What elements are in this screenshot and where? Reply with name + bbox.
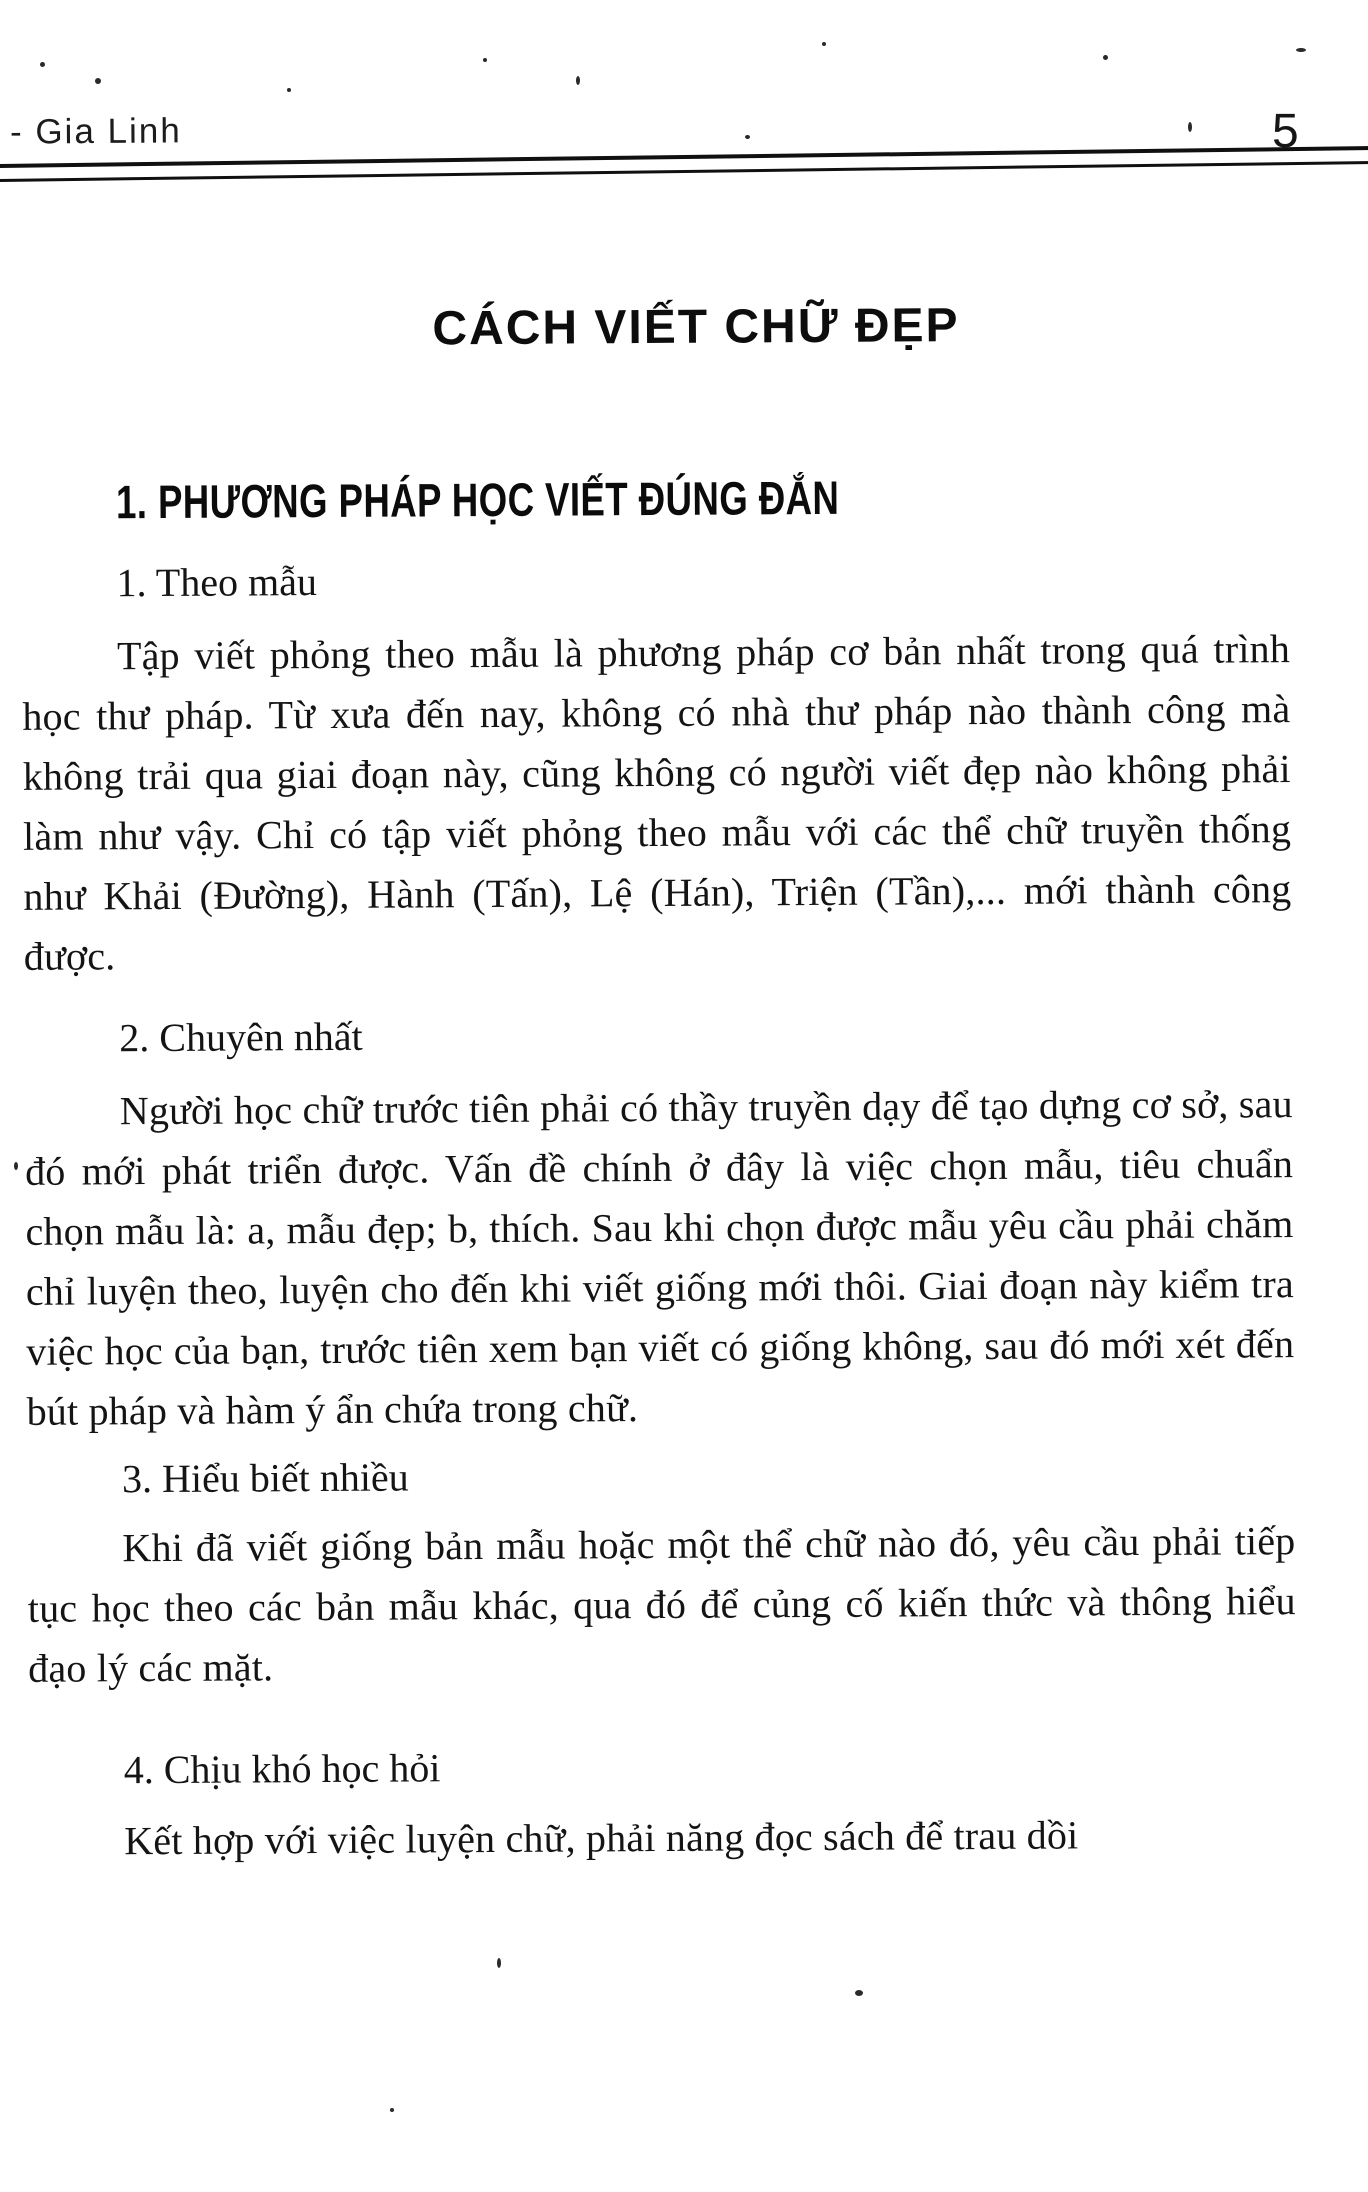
scan-speck (14, 1162, 18, 1170)
chapter-title: CÁCH VIẾT CHỮ ĐẸP (432, 299, 960, 356)
subsection-heading-3: 3. Hiểu biết nhiều (121, 1454, 409, 1502)
text-column (18, 0, 1297, 1872)
subsection-paragraph-3: Khi đã viết giống bản mẫu hoặc một thể chữ nào đó, yêu cầu phải tiếp tục học theo các bản mẫu khác, qua đó để củng cố kiến thức và thông hiểu đạo lý các mặt. (27, 1518, 1296, 1691)
section-heading: 1. PHƯƠNG PHÁP HỌC VIẾT ĐÚNG ĐẮN (115, 470, 840, 529)
subsection-paragraph-2: Người học chữ trước tiên phải có thầy truyền dạy để tạo dựng cơ sở, sau đó mới phát triển được. Vấn đề chính ở đây là việc chọn mẫu, tiêu chuẩn chọn mẫu là: a, mẫu đẹp; b, thích. Sau khi chọn được mẫu yêu cầu phải chăm chỉ luyện theo, luyện cho đến khi viết giống mới thôi. Giai đoạn này kiểm tra việc học của bạn, trước tiên xem bạn viết có giống không, sau đó mới xét đến bút pháp và hàm ý ẩn chứa trong chữ. (25, 1081, 1295, 1434)
scan-speck (855, 1990, 863, 1996)
scan-speck (390, 2108, 394, 2112)
subsection-paragraph-4: Kết hợp với việc luyện chữ, phải năng đọc sách để trau dồi (124, 1812, 1079, 1864)
subsection-heading-2: 2. Chuyên nhất (119, 1013, 363, 1061)
subsection-heading-1: 1. Theo mẫu (116, 559, 318, 606)
subsection-paragraph-1: Tập viết phỏng theo mẫu là phương pháp cơ bản nhất trong quá trình học thư pháp. Từ xưa đến nay, không có nhà thư pháp nào thành công mà không trải qua giai đoạn này, cũng không có người viết đẹp nào không phải làm như vậy. Chỉ có tập viết phỏng theo mẫu với các thể chữ truyền thống như Khải (Đường), Hành (Tấn), Lệ (Hán), Triện (Tần),... mới thành công được. (22, 626, 1292, 979)
running-title: - Gia Linh (9, 111, 182, 152)
subsection-heading-4: 4. Chịu khó học hỏi (123, 1745, 441, 1793)
page-number: 5 (1272, 105, 1299, 158)
scan-speck (1296, 48, 1306, 52)
scan-speck (497, 1958, 501, 1968)
